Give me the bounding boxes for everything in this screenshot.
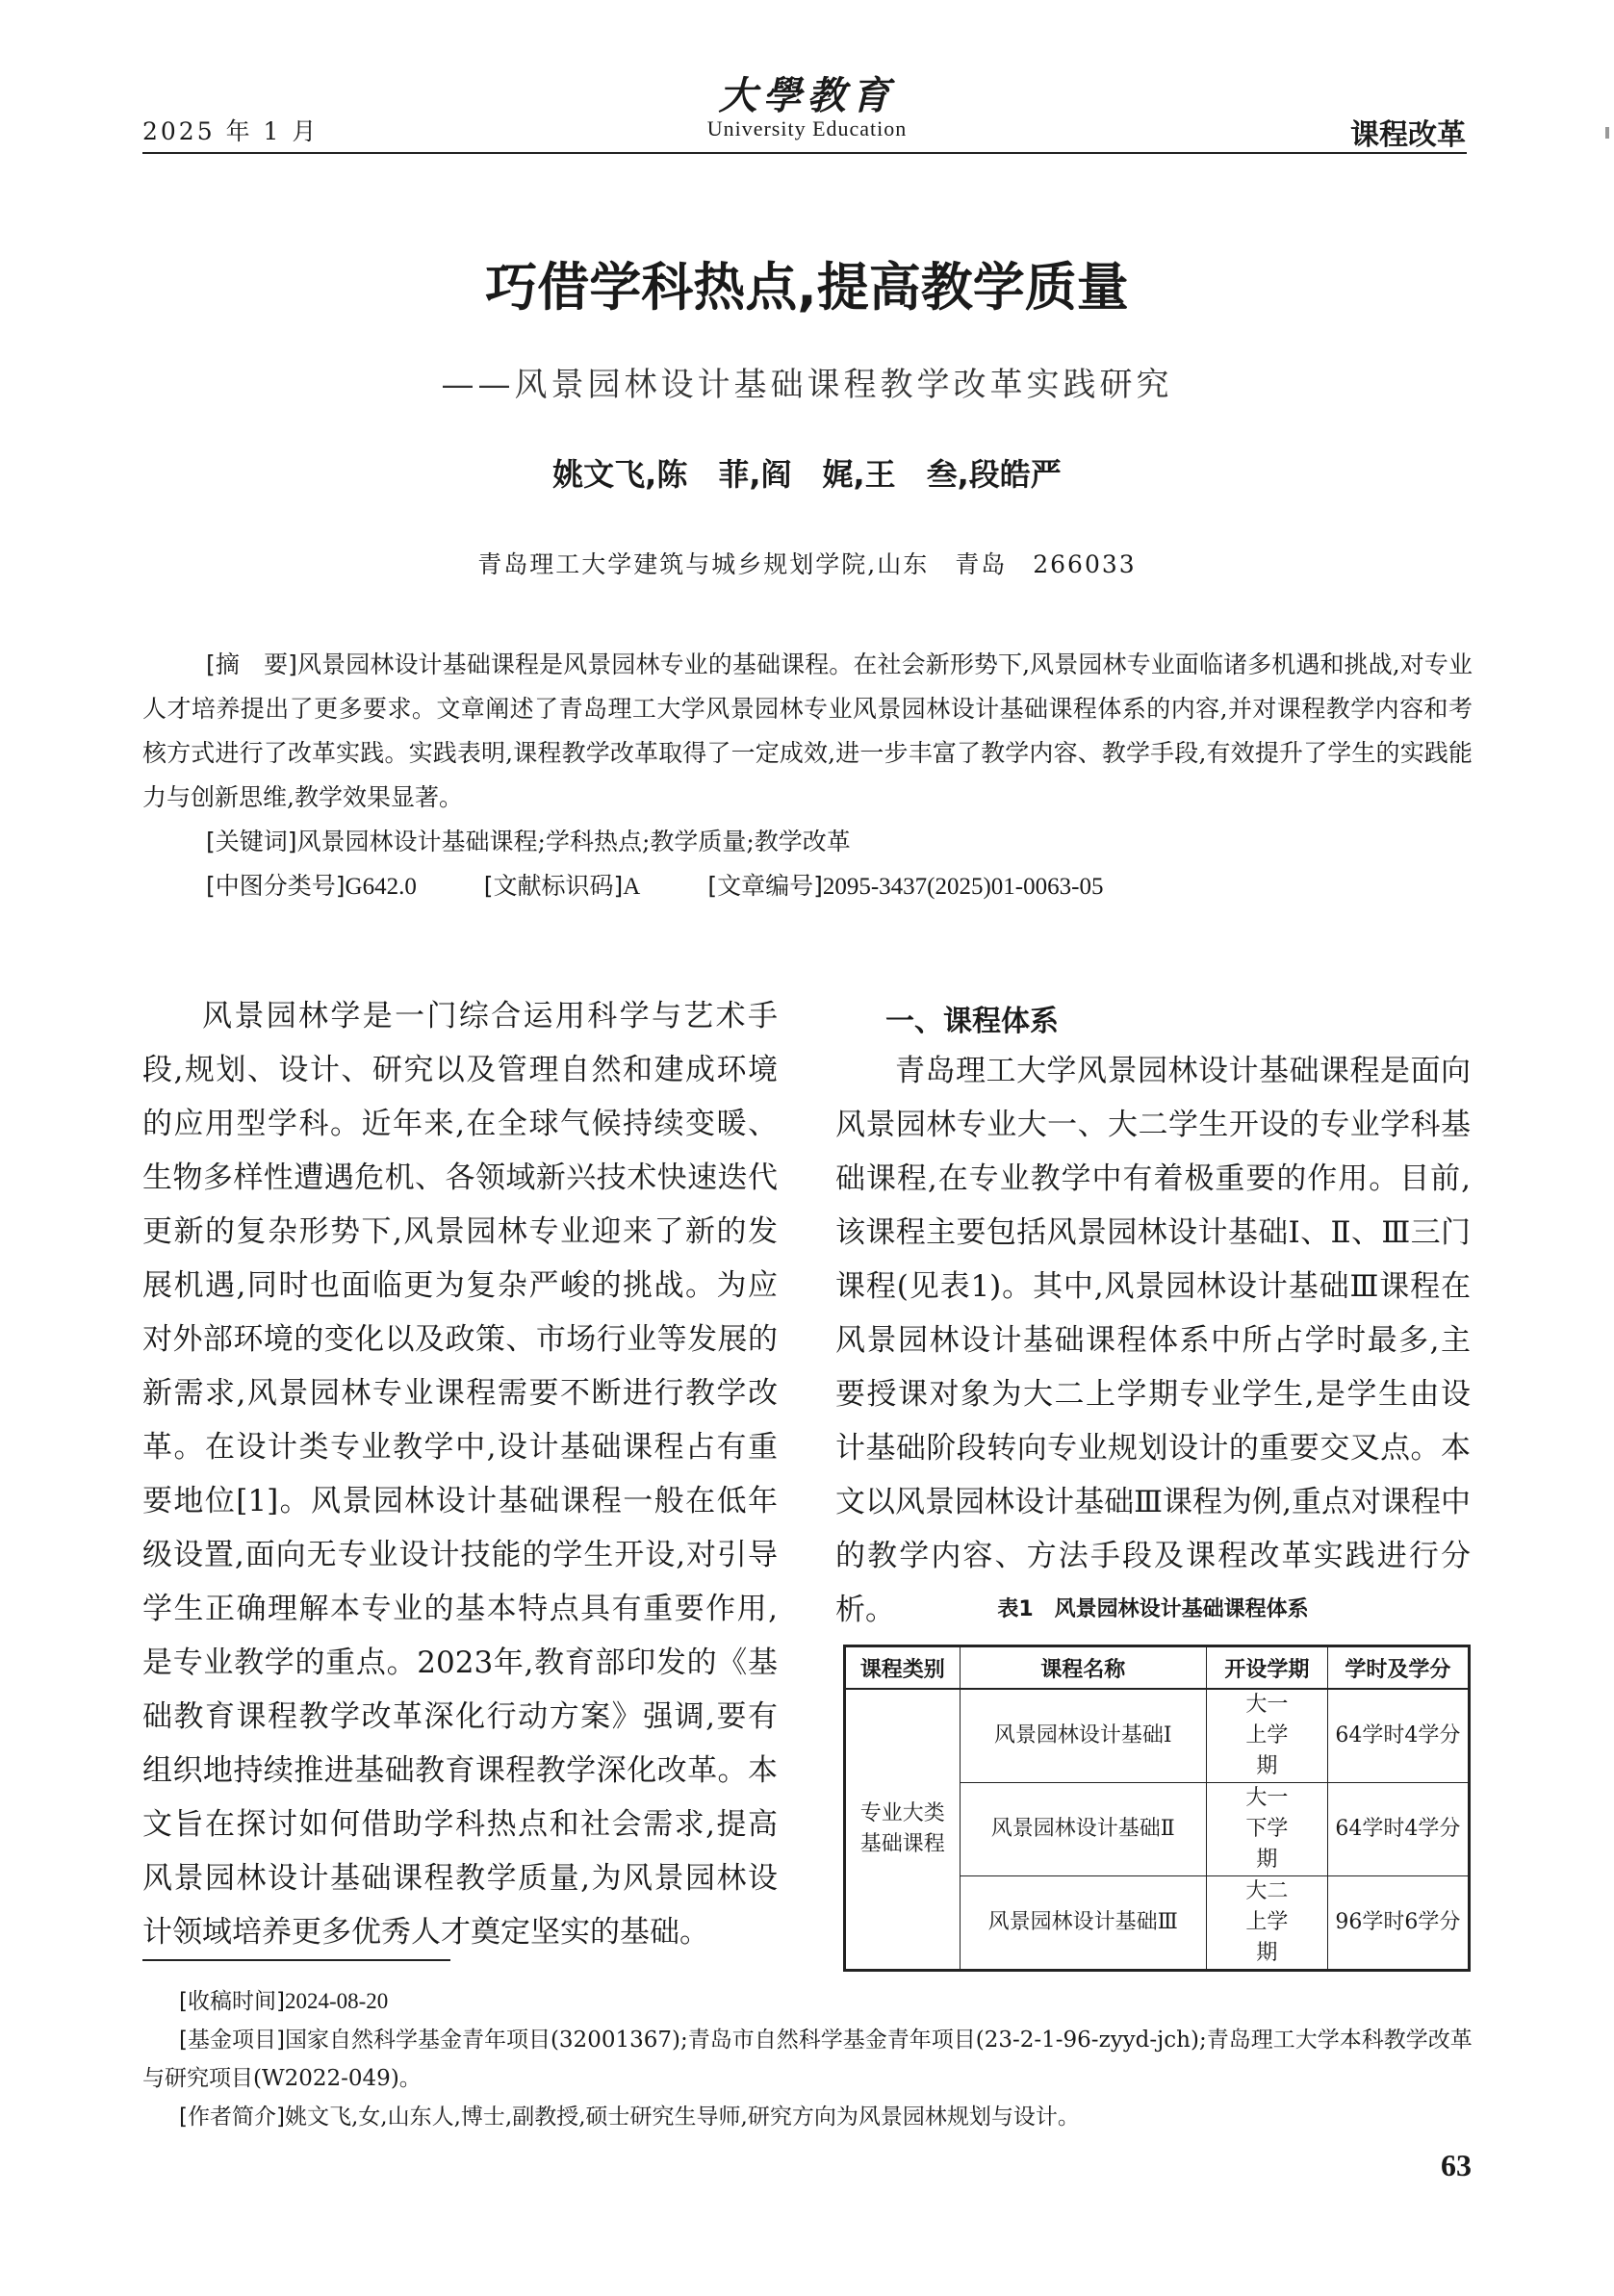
category-cell: 专业大类基础课程 xyxy=(845,1689,961,1971)
issue-date: 2025 年 1 月 xyxy=(142,117,320,145)
term-cell: 大一下学期 xyxy=(1207,1783,1328,1876)
footnote-fund xyxy=(142,2021,1473,2098)
table-header-cell: 课程类别 xyxy=(845,1646,961,1690)
hours-cell: 64学时4学分 xyxy=(1327,1689,1469,1783)
fund-text: 国家自然科学基金青年项目(32001367);青岛市自然科学基金青年项目(23-2-1-96-zyyd-jch);青岛理工大学本科教学改革与研究项目(W2022-049)。 xyxy=(142,2028,1473,2091)
table-header-row xyxy=(845,1646,1470,1690)
keywords-label: [关键词] xyxy=(206,828,297,855)
footnote-received xyxy=(142,1982,1473,2021)
course-name-cell: 风景园林设计基础Ⅰ xyxy=(960,1689,1206,1783)
clc-value: G642.0 xyxy=(345,874,417,900)
journal-english-name: University Education xyxy=(706,116,908,140)
course-name-cell: 风景园林设计基础Ⅱ xyxy=(960,1783,1206,1876)
page-edge-mark xyxy=(1605,127,1609,139)
classification-line xyxy=(206,864,1534,909)
received-date: 2024-08-20 xyxy=(284,1989,389,2013)
doc-code-value: A xyxy=(623,874,641,900)
footnote-rule xyxy=(142,1959,450,1961)
section1-paragraph: 青岛理工大学风景园林设计基础课程是面向风景园林专业大一、大二学生开设的专业学科基础课程,在专业教学中有着极重要的作用。目前,该课程主要包括风景园林设计基础Ⅰ、Ⅱ、Ⅲ三门课程(见表1)。其中,风景园林设计基础Ⅲ课程在风景园林设计基础课程体系中所占学时最多,主要授课对象为大二上学期专业学生,是学生由设计基础阶段转向专业规划设计的重要交叉点。本文以风景园林设计基础Ⅲ课程为例,重点对课程中的教学内容、方法手段及课程改革实践进行分析。 xyxy=(835,1054,1471,1627)
table-header-cell: 开设学期 xyxy=(1207,1646,1328,1690)
article-no-label: [文章编号] xyxy=(707,872,823,900)
author-bio-label: [作者简介] xyxy=(179,2105,285,2130)
affiliation: 青岛理工大学建筑与城乡规划学院,山东 青岛 266033 xyxy=(477,550,1137,578)
page-number: 63 xyxy=(1441,2148,1472,2182)
clc-label: [中图分类号] xyxy=(206,872,346,900)
table-header-cell: 学时及学分 xyxy=(1327,1646,1469,1690)
abstract-text: 风景园林设计基础课程是风景园林专业的基础课程。在社会新形势下,风景园林专业面临诸多机遇和挑战,对专业人才培养提出了更多要求。文章阐述了青岛理工大学风景园林专业风景园林设计基础课程体系的内容,并对课程教学内容和考核方式进行了改革实践。实践表明,课程教学改革取得了一定成效,进一步丰富了教学内容、教学手段,有效提升了学生的实践能力与创新思维,教学效果显著。 xyxy=(142,651,1473,811)
article-subtitle: ——风景园林设计基础课程教学改革实践研究 xyxy=(441,366,1173,404)
received-label: [收稿时间] xyxy=(179,1989,285,2014)
section-name: 课程改革 xyxy=(1350,118,1466,152)
abstract-label: [摘 要] xyxy=(206,651,297,678)
table-caption: 表1 风景园林设计基础课程体系 xyxy=(997,1597,1309,1621)
header-rule xyxy=(142,152,1467,154)
doc-code-label: [文献标识码] xyxy=(483,872,624,900)
hours-cell: 96学时6学分 xyxy=(1327,1876,1469,1971)
table-header-cell: 课程名称 xyxy=(960,1646,1206,1690)
intro-paragraph: 风景园林学是一门综合运用科学与艺术手段,规划、设计、研究以及管理自然和建成环境的应用型学科。近年来,在全球气候持续变暖、生物多样性遭遇危机、各领域新兴技术快速迭代更新的复杂形势下,风景园林专业迎来了新的发展机遇,同时也面临更为复杂严峻的挑战。为应对外部环境的变化以及政策、市场行业等发展的新需求,风景园林专业课程需要不断进行教学改革。在设计类专业教学中,设计基础课程占有重要地位[1]。风景园林设计基础课程一般在低年级设置,面向无专业设计技能的学生开设,对引导学生正确理解本专业的基本特点具有重要作用,是专业教学的重点。2023年,教育部印发的《基础教育课程教学改革深化行动方案》强调,要有组织地持续推进基础教育课程教学深化改革。本文旨在探讨如何借助学科热点和社会需求,提高风景园林设计基础课程教学质量,为风景园林设计领域培养更多优秀人才奠定坚实的基础。 xyxy=(142,999,778,1950)
hours-cell: 64学时4学分 xyxy=(1327,1783,1469,1876)
section-heading: 一、课程体系 xyxy=(885,1005,1059,1038)
course-system-table xyxy=(843,1645,1471,1972)
fund-label: [基金项目] xyxy=(179,2028,285,2053)
table-row xyxy=(845,1689,1470,1783)
keywords: 风景园林设计基础课程;学科热点;教学质量;教学改革 xyxy=(296,828,851,855)
term-cell: 大二上学期 xyxy=(1207,1876,1328,1971)
footnote-author xyxy=(142,2098,1473,2136)
term-cell: 大一上学期 xyxy=(1207,1689,1328,1783)
article-title: 巧借学科热点,提高教学质量 xyxy=(485,257,1129,318)
article-no-value: 2095-3437(2025)01-0063-05 xyxy=(822,874,1104,900)
author-list: 姚文飞,陈 菲,阎 娓,王 叁,段皓严 xyxy=(552,456,1062,493)
abstract xyxy=(142,643,1473,820)
keywords-line xyxy=(206,820,1534,864)
author-bio-text: 姚文飞,女,山东人,博士,副教授,硕士研究生导师,研究方向为风景园林规划与设计。 xyxy=(284,2105,1080,2130)
journal-logo: 大學教育 xyxy=(718,73,896,118)
course-name-cell: 风景园林设计基础Ⅲ xyxy=(960,1876,1206,1971)
